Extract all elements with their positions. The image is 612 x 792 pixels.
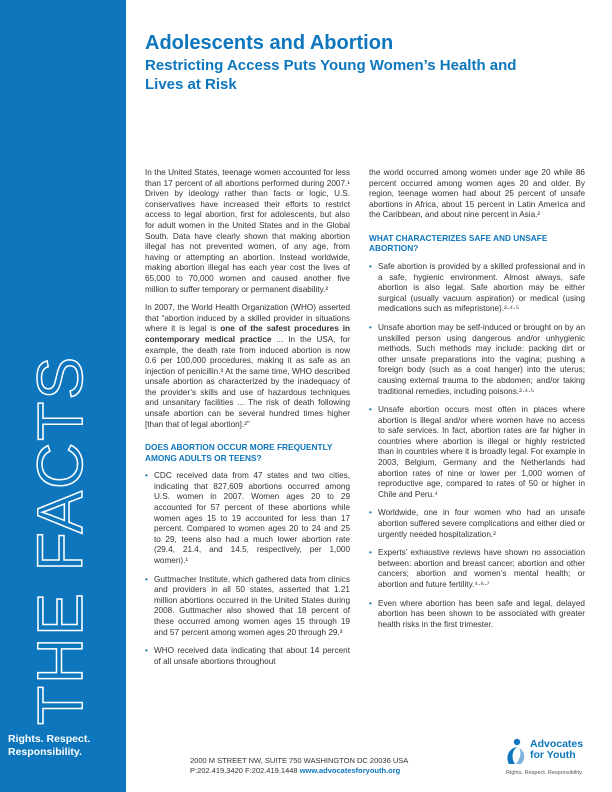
- list-item: • Even where abortion has been safe and legal, delayed abortion has been shown to be associated with greater health risks in the first trimester.: [369, 599, 585, 631]
- footer: [190, 756, 490, 776]
- bullet-list-left: [145, 471, 350, 667]
- list-item: • CDC received data from 47 states and two cities, indicating that 827,609 abortions occurred among U.S. women in 2007. Women ages 20 to 29 accounted for 57 percent of these abortions while women ages 15 to 19 accounted for less than 17 percent. Compared to women ages 20 to 24 and 25 to 29, teens also had a much lower abortion rate (29.4, 21.4, and 14.5, respectively, per 1,000 women).¹: [145, 471, 350, 566]
- list-item: • Unsafe abortion may be self-induced or brought on by an unskilled person using dangerous and/or unhygienic methods. Such methods may include: packing dirt or other unsafe preparations into the vagina; pushing a foreign body (such as a coat hanger) into the uterus; causing external trauma to the abdomen; and/or taking traditional remedies, including poisons.²·⁴·⁵: [369, 323, 585, 397]
- left-column: [145, 168, 350, 675]
- who-paragraph: [145, 303, 350, 430]
- footer-address: 2000 M STREET NW, SUITE 750 WASHINGTON DC 20036 USA: [190, 756, 409, 765]
- figure-swoosh-icon: [503, 737, 529, 767]
- logo-name: [530, 739, 583, 761]
- sidebar-vertical-title: THE FACTS: [24, 354, 96, 725]
- list-item: • Experts’ exhaustive reviews have shown no association between: abortion and breast cancer; abortion and other cancers; abortion and women’s mental health; or abortion and future fertility.⁴·⁶·⁷: [369, 548, 585, 590]
- list-item: • WHO received data indicating that about 14 percent of all unsafe abortions throughout: [145, 646, 350, 667]
- who-paragraph-bold: one of the safest procedures in contemporary medical practice: [145, 324, 350, 344]
- advocates-logo[interactable]: [503, 737, 603, 777]
- logo-name-line-2: for Youth: [530, 749, 576, 761]
- tagline-line-1: Rights. Respect.: [8, 733, 91, 745]
- sidebar-tagline: [8, 733, 124, 759]
- section-heading-safe-unsafe: WHAT CHARACTERIZES SAFE AND UNSAFE ABORTION?: [369, 232, 548, 254]
- who-paragraph-start: In 2007, the World Health Organization (WHO) asserted that “abortion induced by a skilled provider in situations where it is legal is: [145, 303, 350, 334]
- list-item: • Safe abortion is provided by a skilled professional and in a safe, hygienic environment. Almost always, safe abortion is also legal. Safe abortion may be either surgical (usually vacuum aspiration) or medical (using medications such as mifepristone).²·⁴·⁵: [369, 262, 585, 315]
- who-paragraph-end: ... In the USA, for example, the death rate from induced abortion is now 0.6 per 100,000 procedures, making it as safe as an injection of penicillin.² At the same time, WHO described unsafe abortion as characterized by the inadequacy of the provider’s skills and use of hazardous techniques and unsanitary facilities ... The risk of death following unsafe abortion can be several hundred times higher [than that of legal abortion].²”: [145, 334, 350, 429]
- tagline-line-2: Responsibility.: [8, 746, 82, 758]
- footer-contact: P:202.419.3420 F:202.419.1448: [190, 766, 300, 775]
- intro-paragraph: In the United States, teenage women accounted for less than 17 percent of all abortions performed during 2007.¹ Driven by ideology rather than facts or logic, U.S. conservatives have increased their efforts to restrict access to legal abortion, first for adolescents, but also for adult women in the United States and in the Global South. Data have clearly shown that making abortion illegal has not prevented women, of any age, from having or attempting an abortion. Instead worldwide, making abortion illegal has each year cost the lives of 65,000 to 70,000 women and caused another five million to suffer temporary or permanent disability.²: [145, 168, 350, 294]
- bullet-list-right: [369, 262, 585, 630]
- page-title: Adolescents and Abortion: [145, 32, 394, 54]
- section-heading-adults-teens: DOES ABORTION OCCUR MORE FREQUENTLY AMONG ADULTS OR TEENS?: [145, 442, 333, 463]
- title-block: [145, 32, 585, 94]
- logo-name-line-1: Advocates: [530, 738, 584, 750]
- list-item: • Guttmacher Institute, which gathered data from clinics and providers in all 50 states, asserted that 1.21 million abortions occurred in the United States during 2008. Guttmacher also showed that 18 percent of these occurred among women ages 15 through 19 and 57 percent among women ages 20 through 29.³: [145, 575, 350, 639]
- right-column: [369, 168, 585, 638]
- continuation-paragraph: the world occurred among women under age 20 while 86 percent occurred among women ages 20 and older. By region, teenage women had about 25 percent of unsafe abortions in Africa, about 15 percent in Latin America and the Caribbean, and about nine percent in Asia.²: [369, 168, 585, 220]
- logo-tagline: Rights. Respect. Responsibility.: [506, 770, 583, 776]
- list-item: • Worldwide, one in four women who had an unsafe abortion suffered severe complications and either died or urgently needed hospitalization.²: [369, 508, 585, 540]
- list-item: • Unsafe abortion occurs most often in places where abortion is illegal and/or where women have no access to safe services. In fact, abortion rates are far higher in countries where abortion is illegal or highly restricted than in countries where it is broadly legal. For example in 2003, Belgium, Germany and the Netherlands had abortion rates of nine or lower per 1,000 women of reproductive age, compared to rates of 50 or higher in Chile and Peru.⁴: [369, 405, 585, 500]
- page-subtitle: Restricting Access Puts Young Women’s Health and Lives at Risk: [145, 57, 517, 93]
- footer-contact-line: [190, 766, 490, 776]
- sidebar-band: [0, 0, 126, 792]
- footer-website-link[interactable]: www.advocatesforyouth.org: [299, 766, 401, 775]
